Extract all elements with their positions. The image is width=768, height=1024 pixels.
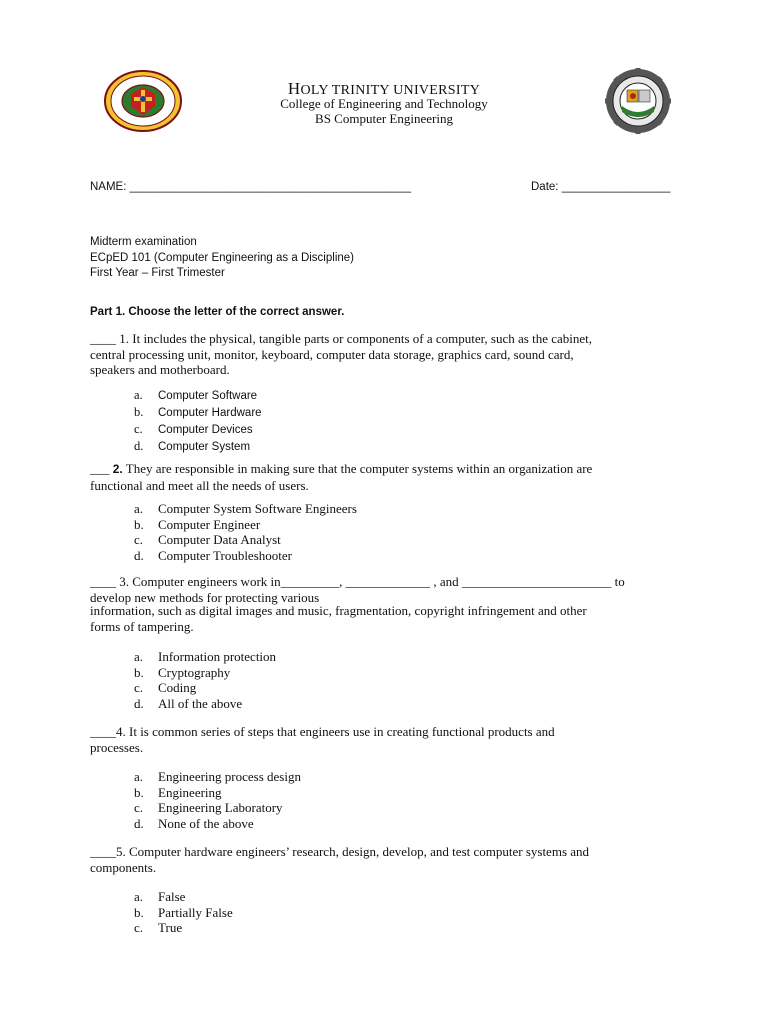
question-1-line: speakers and motherboard. — [90, 362, 230, 377]
option[interactable] — [134, 404, 262, 421]
option-letter: a. — [134, 649, 144, 664]
name-blank[interactable]: ____________________________________________ — [129, 181, 412, 193]
question-1-line: ____ 1. It includes the physical, tangible parts or components of a computer, such as the cabinet, — [90, 331, 593, 346]
question-3 — [90, 574, 625, 605]
option-text: Engineering process design — [158, 769, 301, 784]
option-text: Computer Devices — [158, 424, 253, 436]
option[interactable] — [134, 920, 233, 936]
option-letter: c. — [134, 680, 144, 695]
question-text: They are responsible in making sure that the computer systems within an organization are — [122, 461, 593, 476]
option-text: Coding — [158, 680, 197, 695]
option[interactable] — [134, 665, 276, 681]
option-letter: b. — [134, 904, 144, 920]
option[interactable] — [134, 785, 301, 801]
option-text: Computer Hardware — [158, 407, 262, 419]
name-field[interactable] — [90, 181, 411, 193]
option[interactable] — [134, 680, 276, 696]
question-4 — [90, 724, 555, 755]
option-letter: b. — [134, 405, 144, 419]
option-text: Computer System — [158, 441, 251, 453]
option-text: Computer Engineer — [158, 516, 261, 532]
option[interactable] — [134, 517, 357, 533]
question-number: 2. — [112, 462, 123, 476]
option-text: Computer Data Analyst — [158, 532, 281, 547]
option[interactable] — [134, 889, 233, 905]
date-label: Date: — [531, 181, 559, 193]
option[interactable] — [134, 649, 276, 665]
option[interactable] — [134, 438, 262, 455]
option-letter: d. — [134, 547, 144, 563]
option[interactable] — [134, 501, 357, 517]
option-text: Computer System Software Engineers — [158, 501, 357, 516]
option[interactable] — [134, 800, 301, 816]
option[interactable] — [134, 532, 357, 548]
option-letter: d. — [134, 815, 144, 831]
option[interactable] — [134, 548, 357, 564]
option-letter: a. — [134, 889, 144, 904]
question-4-line: processes. — [90, 739, 144, 755]
date-field[interactable] — [531, 181, 670, 193]
question-1-line: central processing unit, monitor, keyboard, computer data storage, graphics card, sound card, — [90, 346, 574, 362]
question-3-line: ____ 3. Computer engineers work in_________, _____________ , and _______________________ to — [90, 574, 625, 589]
program-name: BS Computer Engineering — [315, 111, 453, 126]
option-letter: c. — [134, 800, 144, 815]
option-letter: c. — [134, 422, 143, 436]
date-blank[interactable]: _________________ — [561, 181, 671, 193]
name-label: NAME: — [90, 181, 127, 193]
university-name-rest: OLY TRINITY UNIVERSITY — [300, 83, 481, 98]
question-2-line — [90, 461, 592, 478]
option-letter: c. — [134, 532, 144, 547]
option-text: Computer Software — [158, 390, 258, 402]
question-3-line: information, such as digital images and music, fragmentation, copyright infringement and other — [90, 603, 587, 618]
course-title: ECpED 101 (Computer Engineering as a Discipline) — [90, 252, 354, 264]
question-4-line: ____4. It is common series of steps that engineers use in creating functional products and — [90, 724, 555, 739]
question-2-options — [134, 501, 357, 563]
question-1 — [90, 331, 592, 378]
option-text: All of the above — [158, 695, 243, 711]
question-4-options — [134, 769, 301, 831]
option-letter: b. — [134, 664, 144, 680]
university-name-initial: H — [287, 79, 301, 98]
option-text: Cryptography — [158, 664, 231, 680]
option-text: False — [158, 889, 186, 904]
part1-instruction: Part 1. Choose the letter of the correct answer. — [90, 306, 345, 318]
option-text: Engineering — [158, 784, 222, 800]
year-term: First Year – First Trimester — [90, 267, 225, 279]
option-letter: d. — [134, 695, 144, 711]
option-text: Partially False — [158, 904, 233, 920]
option-text: None of the above — [158, 815, 254, 831]
question-2 — [90, 461, 592, 493]
answer-blank[interactable]: ___ — [90, 461, 113, 476]
question-5 — [90, 844, 589, 875]
question-3-continued — [90, 603, 587, 634]
question-3-line: develop new methods for protecting various — [90, 589, 320, 605]
option-letter: a. — [134, 388, 143, 402]
option-letter: a. — [134, 501, 144, 516]
option-letter: a. — [134, 769, 144, 784]
question-3-line: forms of tampering. — [90, 618, 194, 634]
option-text: Engineering Laboratory — [158, 800, 283, 815]
college-name: College of Engineering and Technology — [280, 96, 488, 111]
option-letter: b. — [134, 516, 144, 532]
option[interactable] — [134, 769, 301, 785]
question-3-options — [134, 649, 276, 711]
option-letter: d. — [134, 439, 144, 453]
question-5-line: ____5. Computer hardware engineers’ research, design, develop, and test computer systems and — [90, 844, 590, 859]
option[interactable] — [134, 816, 301, 832]
option-text: Information protection — [158, 649, 277, 664]
question-2-line: functional and meet all the needs of users. — [90, 477, 309, 493]
option-letter: c. — [134, 920, 144, 935]
exam-type: Midterm examination — [90, 236, 197, 248]
option[interactable] — [134, 696, 276, 712]
option[interactable] — [134, 421, 262, 438]
option[interactable] — [134, 387, 262, 404]
option[interactable] — [134, 905, 233, 921]
question-5-line: components. — [90, 859, 157, 875]
question-1-options — [134, 387, 262, 455]
option-letter: b. — [134, 784, 144, 800]
option-text: Computer Troubleshooter — [158, 547, 292, 563]
question-5-options — [134, 889, 233, 936]
option-text: True — [158, 920, 183, 935]
